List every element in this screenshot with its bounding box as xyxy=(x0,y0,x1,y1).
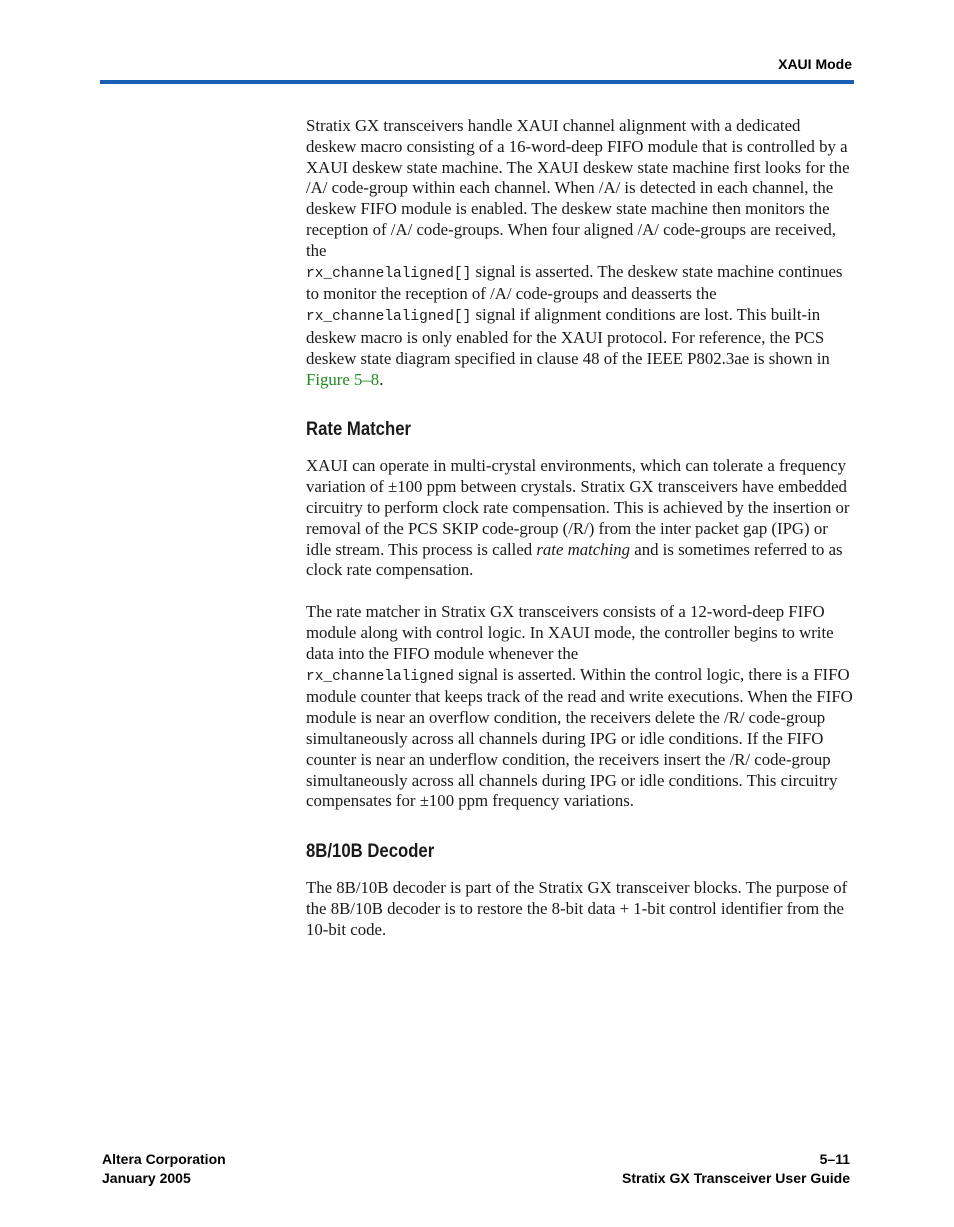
paragraph-deskew xyxy=(306,116,854,390)
text-span: signal is asserted. Within the control logic, there is a FIFO module counter that keeps track of the read and write executions. When the FIFO module is near an overflow condition, the receivers delete the /R/ code-group simultaneously across all channels during IPG or idle conditions. If the FIFO counter is near an underflow condition, the receivers insert the /R/ code-group simultaneously across all channels during IPG or idle conditions. This circuitry compensates for ±100 ppm frequency variations. xyxy=(306,664,853,811)
figure-5-8-link[interactable]: Figure 5–8 xyxy=(306,369,380,389)
paragraph-decoder: The 8B/10B decoder is part of the Stratix GX transceiver blocks. The purpose of the 8B/10B decoder is to restore the 8-bit data + 1-bit control identifier from the 10-bit code. xyxy=(306,878,848,939)
section-heading-decoder: 8B/10B Decoder xyxy=(306,841,435,863)
code-rx-channelaligned: rx_channelaligned[] xyxy=(306,265,472,282)
footer-date: January 2005 xyxy=(102,1170,191,1186)
footer-page-number: 5–11 xyxy=(819,1151,850,1167)
text-span: XAUI can operate in multi-crystal environments, which can tolerate a frequency variation of ±100 ppm between crystals. Stratix GX transceivers have embedded circuitry to perform clock rate compensation. This is achieved by the insertion or removal of the PCS SKIP code-group (/R/) from the inter packet gap (IPG) or idle stream. This process is called xyxy=(306,456,850,559)
running-header-title: XAUI Mode xyxy=(778,56,852,72)
section-heading-rate-matcher: Rate Matcher xyxy=(306,419,412,441)
footer-right xyxy=(622,1150,850,1188)
footer-company: Altera Corporation xyxy=(102,1151,226,1167)
text-span: The rate matcher in Stratix GX transceivers consists of a 12-word-deep FIFO module along with control logic. In XAUI mode, the controller begins to write data into the FIFO module whenever the xyxy=(306,602,834,663)
code-rx-channelaligned: rx_channelaligned[] xyxy=(306,309,472,326)
text-span: Stratix GX transceivers handle XAUI channel alignment with a dedicated deskew macro consisting of a 16-word-deep FIFO module that is controlled by a XAUI deskew state machine. The XAUI deskew state machine first looks for the /A/ code-group within each channel. When /A/ is detected in each channel, the deskew FIFO module is enabled. The deskew state machine then monitors the reception of /A/ code-groups. When four aligned /A/ code-groups are received, the xyxy=(306,116,850,260)
page-content xyxy=(306,116,854,941)
paragraph-rate-matcher-intro xyxy=(306,456,854,581)
footer-left xyxy=(102,1150,226,1188)
text-span: signal is asserted. The deskew state machine continues to monitor the reception of /A/ code-groups and deasserts the xyxy=(306,261,843,304)
code-rx-channelaligned: rx_channelaligned xyxy=(306,668,454,685)
header-rule xyxy=(100,80,854,84)
text-span: signal if alignment conditions are lost. This built-in deskew macro is only enabled for the XAUI protocol. For reference, the PCS deskew state diagram specified in clause 48 of the IEEE P802.3ae is shown in xyxy=(306,305,830,368)
text-span: . xyxy=(379,369,384,389)
text-span: and is sometimes referred to as clock rate compensation. xyxy=(306,539,843,580)
emphasis-rate-matching: rate matching xyxy=(536,539,631,559)
footer-guide-title: Stratix GX Transceiver User Guide xyxy=(622,1170,850,1186)
paragraph-rate-matcher-fifo xyxy=(306,602,854,812)
